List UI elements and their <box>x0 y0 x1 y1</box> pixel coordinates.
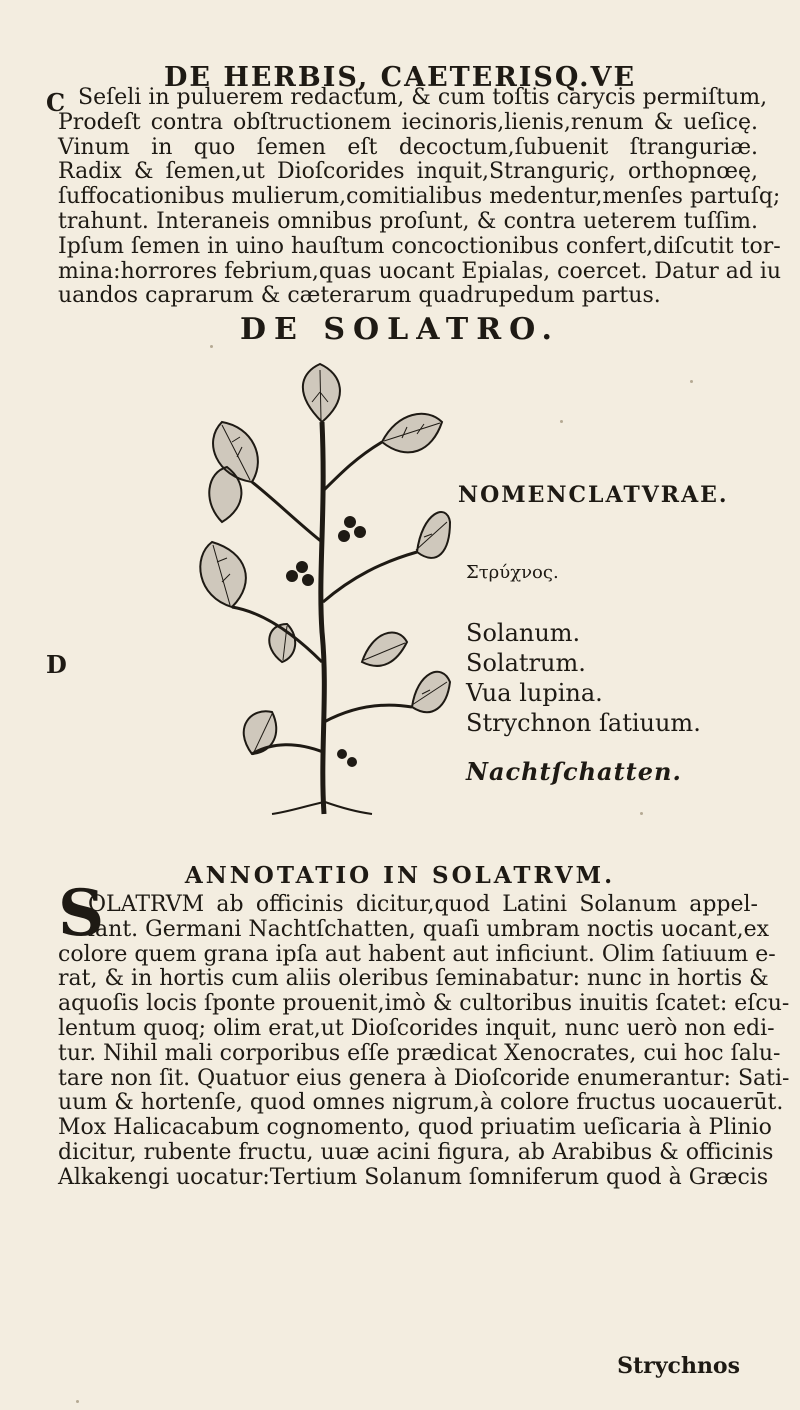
text-line: aquoſis locis ſponte prouenit,imò & cultoribus inuitis ſcatet: eſcu- <box>58 991 790 1017</box>
paragraph-annotation <box>58 892 790 1191</box>
paper-speck <box>560 420 563 423</box>
text-line: Alkakengi uocatur:Tertium Solanum ſomniferum quod à Græcis <box>58 1164 769 1190</box>
greek-name: Στρύχνος. <box>466 562 559 583</box>
text-line: rat, & in hortis cum aliis oleribus ſeminabatur: nunc in hortis & <box>58 966 769 992</box>
text-line: Vinum in quo ſemen eſt decoctum,ſubuenit ſtranguriæ. <box>58 134 758 160</box>
latin-name: Vua lupina. <box>466 679 603 707</box>
text-line: uandos caprarum & cæterarum quadrupedum partus. <box>58 283 661 309</box>
nomenclature-heading: NOMENCLATVRAE. <box>458 482 729 508</box>
text-line: Prodeſt contra obſtructionem iecinoris,lienis,renum & ueſicę. <box>58 109 758 135</box>
running-head: DE HERBIS, CAETERISQ.VE <box>163 62 637 93</box>
latin-name: Strychnon ſatiuum. <box>466 709 701 737</box>
text-line: trahunt. Interaneis omnibus proſunt, & contra ueterem tuſſim. <box>58 208 758 234</box>
drop-cap: S <box>58 876 105 951</box>
latin-names-list <box>466 618 701 738</box>
section-title: DE SOLATRO. <box>240 312 560 347</box>
margin-marker-d: D <box>46 650 67 679</box>
latin-name: Solanum. <box>466 619 581 647</box>
text-line: lentum quoq; olim erat,ut Dioſcorides inquit, nunc uerò non edi- <box>58 1015 775 1041</box>
margin-marker-c: C <box>46 88 66 117</box>
text-line: Radix & ſemen,ut Dioſcorides inquit,Stranguriç, orthopnœę, <box>58 159 758 185</box>
text-line: Ipſum ſemen in uino hauſtum concoctionibus confert,diſcutit tor- <box>58 233 781 259</box>
text-line: dicitur, rubente fructu, uuæ acini figura, ab Arabibus & officinis <box>58 1139 774 1165</box>
paper-speck <box>76 1400 79 1403</box>
paragraph-seseli <box>58 85 782 309</box>
text-line: colore quem grana ipſa aut habent aut inficiunt. Olim ſatiuum e- <box>58 941 776 967</box>
latin-name: Solatrum. <box>466 649 586 677</box>
german-name: Nachtſchatten. <box>466 757 682 786</box>
text-line: Seſeli in puluerem redactum, & cum toſtis carycis permiſtum, <box>78 85 768 110</box>
text-line: OLATRVM ab officinis dicitur,quod Latini Solanum appel- <box>88 892 758 917</box>
paper-speck <box>210 345 213 348</box>
catchword: Strychnos <box>617 1353 740 1379</box>
paper-speck <box>690 380 693 383</box>
text-line: tare non ſit. Quatuor eius genera à Dioſcoride enumerantur: Sati- <box>58 1065 790 1091</box>
annotation-title: ANNOTATIO IN SOLATRVM. <box>184 862 616 889</box>
text-line: ſuffocationibus mulierum,comitialibus medentur,menſes partuſq; <box>58 184 781 210</box>
paper-speck <box>640 812 643 815</box>
text-line: tur. Nihil mali corporibus eſſe prædicat Xenocrates, cui hoc ſalu- <box>58 1040 781 1066</box>
solatrum-woodcut-illustration <box>192 362 452 817</box>
text-line: mina:horrores febrium,quas uocant Epialas, coercet. Datur ad iu <box>58 258 782 284</box>
text-line: uum & hortenſe, quod omnes nigrum,à colore fructus uocauerūt. <box>58 1090 784 1116</box>
text-line: lant. Germani Nachtſchatten, quaſi umbram noctis uocant,ex <box>88 916 770 942</box>
text-line: Mox Halicacabum cognomento, quod priuatim ueſicaria à Plinio <box>58 1115 772 1141</box>
